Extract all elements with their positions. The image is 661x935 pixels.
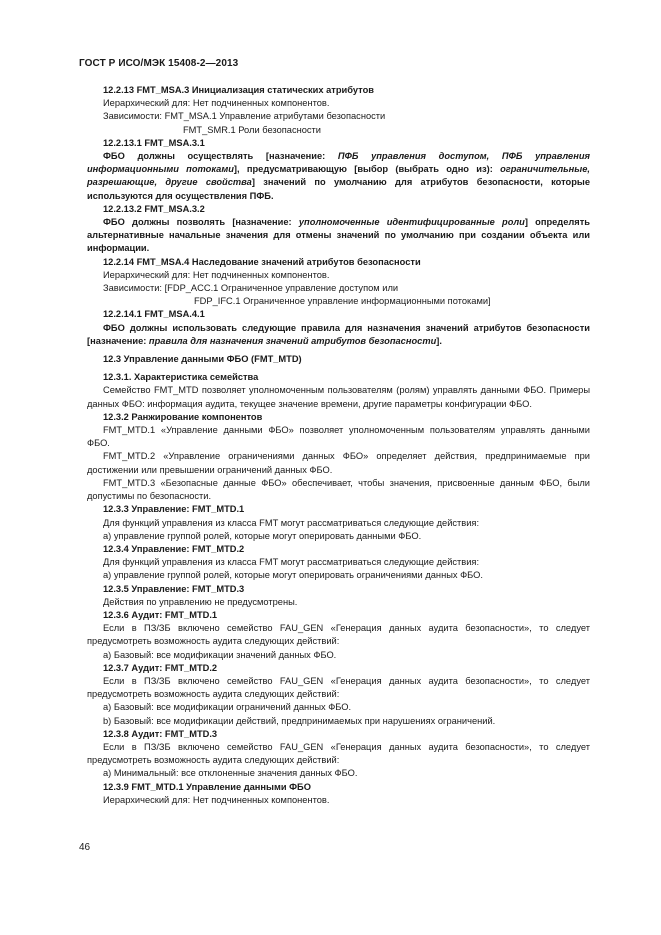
- section-heading: 12.3.4 Управление: FMT_MTD.2: [103, 543, 245, 554]
- running-header: ГОСТ Р ИСО/МЭК 15408-2—2013: [79, 58, 239, 69]
- element-heading: 12.2.14.1 FMT_MSA.4.1: [103, 309, 205, 320]
- section-heading: 12.3.3 Управление: FMT_MTD.1: [103, 504, 245, 515]
- paragraph: Если в ПЗ/ЗБ включено семейство FAU_GEN «Генерация данных аудита безопасности», то следует предусмотреть возможность аудита следующих действий:: [87, 675, 590, 700]
- requirement-text: ФБО должны осуществлять [назначение: ПФБ управления доступом, ПФБ управления информационными потоками], предусматривающую [выбор (выбрать одно из): ограничительные, разрешающие, другие свойства] значений по умолчанию для атрибутов безопасности, которые используются для осуществления ПФБ.: [87, 151, 591, 201]
- section-heading: 12.3.9 FMT_MTD.1 Управление данными ФБО: [103, 781, 311, 792]
- paragraph: Для функций управления из класса FMT могут рассматриваться следующие действия:: [103, 557, 480, 568]
- section-heading: 12.3.2 Ранжирование компонентов: [103, 411, 263, 422]
- section-heading: 12.3.6 Аудит: FMT_MTD.1: [103, 609, 218, 620]
- hierarchy-line: Иерархический для: Нет подчиненных компонентов.: [103, 269, 330, 280]
- paragraph: FMT_MTD.2 «Управление ограничениями данных ФБО» определяет действия, предпринимаемые при достижении или превышении ограничений данных ФБО.: [87, 451, 590, 475]
- dependencies-line: Зависимости: FMT_MSA.1 Управление атрибутами безопасности: [103, 111, 386, 122]
- page-body: [87, 84, 590, 807]
- hierarchy-line: Иерархический для: Нет подчиненных компонентов.: [103, 98, 330, 109]
- list-item: a) управление группой ролей, которые могут оперировать данными ФБО.: [103, 530, 422, 541]
- paragraph: FMT_MTD.3 «Безопасные данные ФБО» обеспечивает, чтобы значения, присвоенные данным ФБО, были допустимы по безопасности.: [87, 477, 590, 502]
- section-heading: 12.3 Управление данными ФБО (FMT_MTD): [103, 354, 302, 365]
- list-item: a) Минимальный: все отклоненные значения данных ФБО.: [103, 768, 358, 779]
- hierarchy-line: Иерархический для: Нет подчиненных компонентов.: [103, 794, 330, 805]
- dependencies-line-cont: FDP_IFC.1 Ограниченное управление информационными потоками]: [194, 296, 491, 307]
- paragraph: Если в ПЗ/ЗБ включено семейство FAU_GEN «Генерация данных аудита безопасности», то следует предусмотреть возможность аудита следующих действий:: [87, 623, 590, 647]
- paragraph: FMT_MTD.1 «Управление данными ФБО» позволяет уполномоченным пользователям управлять данными ФБО.: [87, 425, 590, 449]
- element-heading: 12.2.13.2 FMT_MSA.3.2: [103, 203, 205, 214]
- section-heading: 12.3.8 Аудит: FMT_MTD.3: [103, 728, 218, 739]
- paragraph: Если в ПЗ/ЗБ включено семейство FAU_GEN «Генерация данных аудита безопасности», то следует предусмотреть возможность аудита следующих действий:: [87, 741, 590, 766]
- section-heading: 12.3.1. Характеристика семейства: [103, 372, 259, 383]
- list-item: a) управление группой ролей, которые могут оперировать ограничениями данных ФБО.: [103, 570, 483, 581]
- paragraph: Семейство FMT_MTD позволяет уполномоченным пользователям (ролям) управлять данными ФБО. Примеры данных ФБО: информация аудита, текущее значение времени, другие параметры конфигурации ФБО.: [87, 385, 590, 409]
- paragraph: Действия по управлению не предусмотрены.: [103, 596, 298, 607]
- section-heading: 12.2.14 FMT_MSA.4 Наследование значений атрибутов безопасности: [103, 256, 421, 267]
- list-item: a) Базовый: все модификации ограничений данных ФБО.: [103, 702, 352, 713]
- section-heading: 12.3.5 Управление: FMT_MTD.3: [103, 583, 245, 594]
- dependencies-line-cont: FMT_SMR.1 Роли безопасности: [183, 124, 322, 135]
- list-item: a) Базовый: все модификации значений данных ФБО.: [103, 649, 337, 660]
- paragraph: Для функций управления из класса FMT могут рассматриваться следующие действия:: [103, 517, 480, 528]
- dependencies-line: Зависимости: [FDP_ACC.1 Ограниченное управление доступом или: [103, 283, 399, 294]
- requirement-text: ФБО должны позволять [назначение: уполномоченные идентифицированные роли] определять альтернативные начальные значения для отмены значений по умолчанию при создании объекта или информации.: [87, 217, 590, 254]
- page-number: 46: [79, 842, 91, 853]
- requirement-text: ФБО должны использовать следующие правила для назначения значений атрибутов безопасности [назначение: правила для назначения значений атрибутов безопасности].: [87, 322, 590, 346]
- section-heading: 12.3.7 Аудит: FMT_MTD.2: [103, 662, 218, 673]
- element-heading: 12.2.13.1 FMT_MSA.3.1: [103, 137, 205, 148]
- section-heading: 12.2.13 FMT_MSA.3 Инициализация статических атрибутов: [103, 85, 374, 95]
- list-item: b) Базовый: все модификации действий, предпринимаемых при нарушениях ограничений.: [103, 715, 496, 726]
